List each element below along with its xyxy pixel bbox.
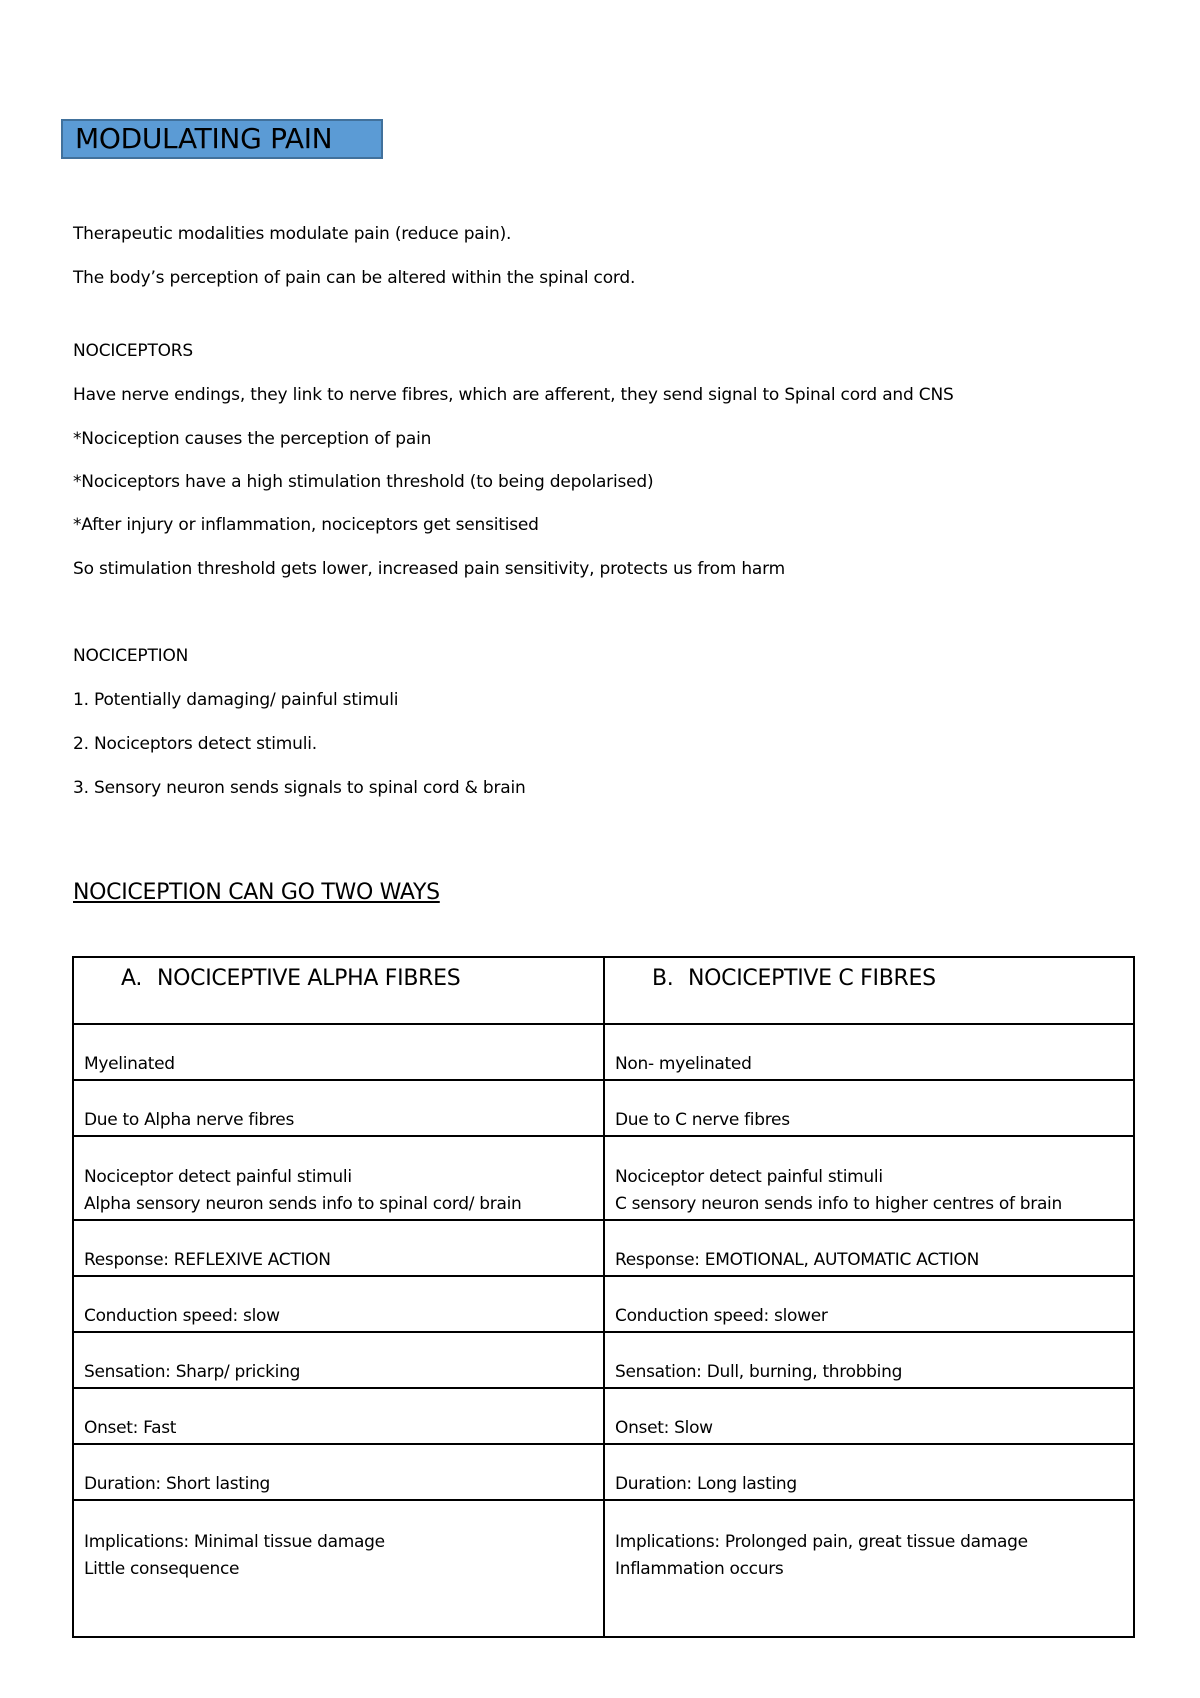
- cell-c: [604, 1080, 1134, 1136]
- table-row: [73, 1024, 1134, 1080]
- nociceptors-heading: NOCICEPTORS: [73, 341, 194, 361]
- cell-text: Onset: Fast: [84, 1418, 177, 1438]
- nociception-step: 1. Potentially damaging/ painful stimuli: [73, 690, 399, 710]
- cell-text: Response: EMOTIONAL, AUTOMATIC ACTION: [615, 1250, 980, 1270]
- page-title: MODULATING PAIN: [61, 119, 383, 159]
- nociceptors-line: *After injury or inflammation, nociceptors get sensitised: [73, 515, 539, 535]
- nociception-step: 3. Sensory neuron sends signals to spinal cord & brain: [73, 778, 526, 798]
- intro-line: Therapeutic modalities modulate pain (reduce pain).: [73, 224, 512, 244]
- cell-alpha: [73, 1332, 604, 1388]
- cell-alpha: [73, 1388, 604, 1444]
- cell-text: Duration: Long lasting: [615, 1474, 797, 1494]
- nociception-step: 2. Nociceptors detect stimuli.: [73, 734, 317, 754]
- cell-text: Conduction speed: slower: [615, 1306, 828, 1326]
- section-heading: NOCICEPTION CAN GO TWO WAYS: [73, 880, 440, 905]
- cell-text: Conduction speed: slow: [84, 1306, 280, 1326]
- nociceptors-line: *Nociceptors have a high stimulation threshold (to being depolarised): [73, 472, 654, 492]
- nociceptors-line: Have nerve endings, they link to nerve fibres, which are afferent, they send signal to Spinal cord and CNS: [73, 385, 954, 405]
- cell-alpha: [73, 1136, 604, 1220]
- cell-text: Onset: Slow: [615, 1418, 713, 1438]
- table-row: [73, 1444, 1134, 1500]
- cell-c: [604, 1388, 1134, 1444]
- column-title: NOCICEPTIVE C FIBRES: [688, 966, 936, 991]
- cell-text: Sensation: Dull, burning, throbbing: [615, 1362, 903, 1382]
- nociceptors-line: *Nociception causes the perception of pain: [73, 429, 432, 449]
- column-letter: B.: [652, 966, 674, 991]
- column-header-alpha: [73, 957, 604, 1024]
- cell-c: [604, 1500, 1134, 1637]
- fibres-comparison-table: [72, 956, 1135, 1638]
- intro-line: The body’s perception of pain can be altered within the spinal cord.: [73, 268, 636, 288]
- cell-c: [604, 1332, 1134, 1388]
- cell-c: [604, 1024, 1134, 1080]
- table-header-row: [73, 957, 1134, 1024]
- cell-c: [604, 1136, 1134, 1220]
- table-row: [73, 1500, 1134, 1637]
- table-row: [73, 1136, 1134, 1220]
- cell-text: Implications: Prolonged pain, great tissue damage: [615, 1532, 1028, 1552]
- column-header-c: [604, 957, 1134, 1024]
- cell-text: Nociceptor detect painful stimuli: [84, 1167, 352, 1187]
- column-title: NOCICEPTIVE ALPHA FIBRES: [157, 966, 461, 991]
- cell-text: Little consequence: [84, 1559, 240, 1579]
- cell-text: Duration: Short lasting: [84, 1474, 271, 1494]
- cell-alpha: [73, 1500, 604, 1637]
- cell-text: C sensory neuron sends info to higher centres of brain: [615, 1194, 1062, 1214]
- table-row: [73, 1220, 1134, 1276]
- cell-text: Nociceptor detect painful stimuli: [615, 1167, 883, 1187]
- cell-alpha: [73, 1220, 604, 1276]
- table-row: [73, 1080, 1134, 1136]
- table-row: [73, 1276, 1134, 1332]
- cell-text: Response: REFLEXIVE ACTION: [84, 1250, 331, 1270]
- cell-c: [604, 1444, 1134, 1500]
- cell-alpha: [73, 1080, 604, 1136]
- cell-alpha: [73, 1024, 604, 1080]
- nociception-heading: NOCICEPTION: [73, 646, 189, 666]
- cell-alpha: [73, 1276, 604, 1332]
- cell-c: [604, 1220, 1134, 1276]
- cell-text: Inflammation occurs: [615, 1559, 784, 1579]
- cell-text: Non- myelinated: [615, 1054, 752, 1074]
- column-letter: A.: [121, 966, 143, 991]
- cell-c: [604, 1276, 1134, 1332]
- cell-text: Implications: Minimal tissue damage: [84, 1532, 385, 1552]
- table-row: [73, 1332, 1134, 1388]
- cell-text: Sensation: Sharp/ pricking: [84, 1362, 301, 1382]
- nociceptors-line: So stimulation threshold gets lower, increased pain sensitivity, protects us from harm: [73, 559, 785, 579]
- cell-text: Alpha sensory neuron sends info to spinal cord/ brain: [84, 1194, 522, 1214]
- table-row: [73, 1388, 1134, 1444]
- cell-text: Due to Alpha nerve fibres: [84, 1110, 295, 1130]
- cell-text: Due to C nerve fibres: [615, 1110, 790, 1130]
- cell-alpha: [73, 1444, 604, 1500]
- cell-text: Myelinated: [84, 1054, 175, 1074]
